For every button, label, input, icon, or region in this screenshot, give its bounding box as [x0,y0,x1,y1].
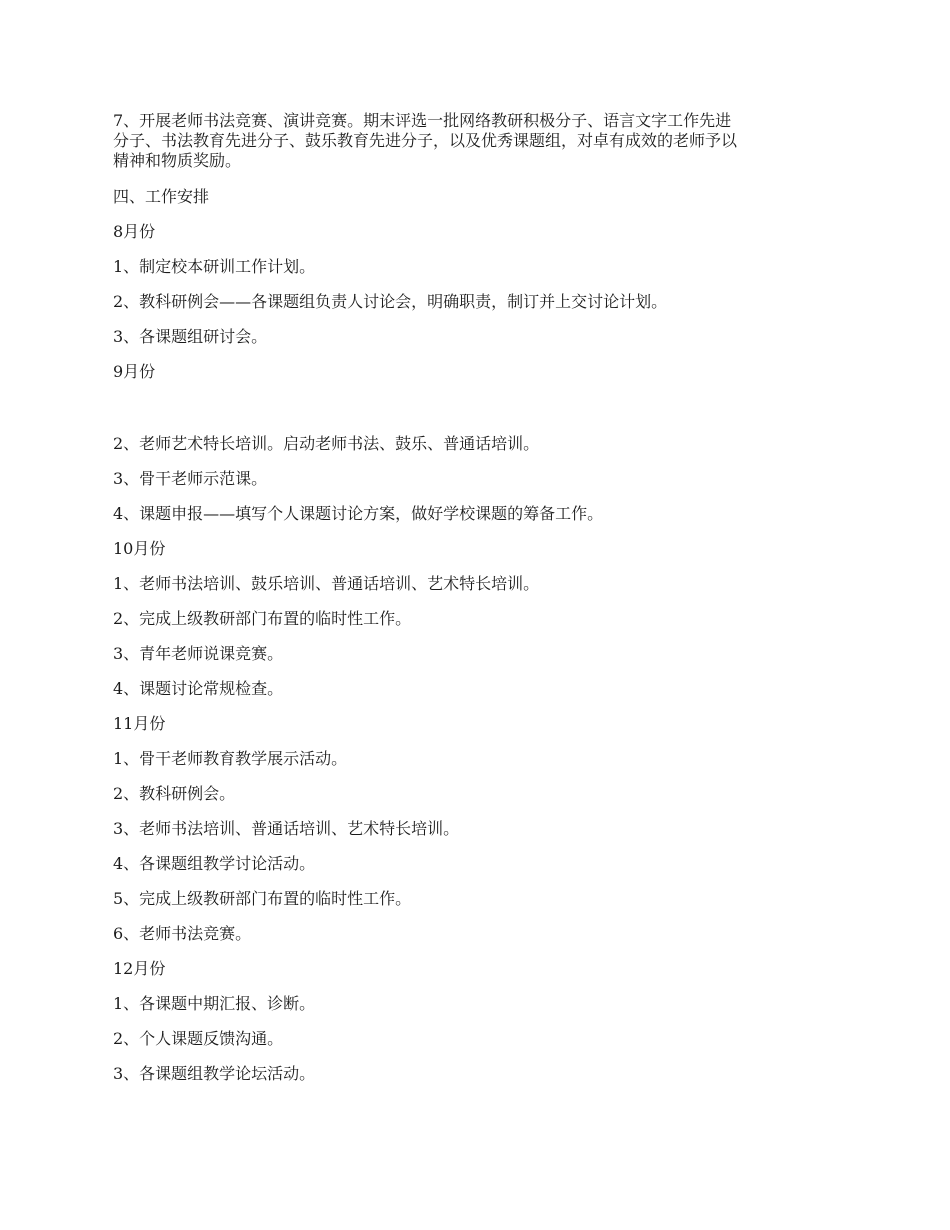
list-item: 2、个人课题反馈沟通。 [113,1029,284,1048]
list-item: 3、老师书法培训、普通话培训、艺术特长培训。 [113,819,460,838]
list-item: 2、教科研例会——各课题组负责人讨论会，明确职责，制订并上交讨论计划。 [113,292,668,311]
document-content [113,111,843,1086]
list-item: 3、骨干老师示范课。 [113,469,268,488]
month-heading-sep: 9月份 [113,362,156,381]
list-item: 1、骨干老师教育教学展示活动。 [113,749,348,768]
list-item: 6、老师书法竞赛。 [113,924,252,943]
month-heading-dec: 12月份 [113,959,166,978]
list-item: 3、各课题组教学论坛活动。 [113,1064,316,1083]
list-item: 4、课题申报——填写个人课题讨论方案，做好学校课题的筹备工作。 [113,504,604,523]
list-item: 1、各课题中期汇报、诊断。 [113,994,316,1013]
intro-line: 分子、书法教育先进分子、鼓乐教育先进分子，以及优秀课题组，对卓有成效的老师予以 [113,131,738,150]
intro-line: 7、开展老师书法竞赛、演讲竞赛。期末评选一批网络教研积极分子、语言文字工作先进 [113,111,732,130]
list-item: 1、老师书法培训、鼓乐培训、普通话培训、艺术特长培训。 [113,574,540,593]
intro-paragraph [113,111,843,171]
list-item: 2、老师艺术特长培训。启动老师书法、鼓乐、普通话培训。 [113,434,540,453]
list-item: 1、制定校本研训工作计划。 [113,257,316,276]
list-item: 5、完成上级教研部门布置的临时性工作。 [113,889,412,908]
list-item: 2、完成上级教研部门布置的临时性工作。 [113,609,412,628]
list-item: 4、各课题组教学讨论活动。 [113,854,316,873]
month-heading-nov: 11月份 [113,714,166,733]
month-heading-aug: 8月份 [113,222,156,241]
month-heading-oct: 10月份 [113,539,166,558]
list-item: 3、青年老师说课竞赛。 [113,644,284,663]
section-title: 四、工作安排 [113,187,210,206]
list-item: 4、课题讨论常规检查。 [113,679,284,698]
list-item: 3、各课题组研讨会。 [113,327,268,346]
intro-line: 精神和物质奖励。 [113,151,242,170]
list-item: 2、教科研例会。 [113,784,236,803]
